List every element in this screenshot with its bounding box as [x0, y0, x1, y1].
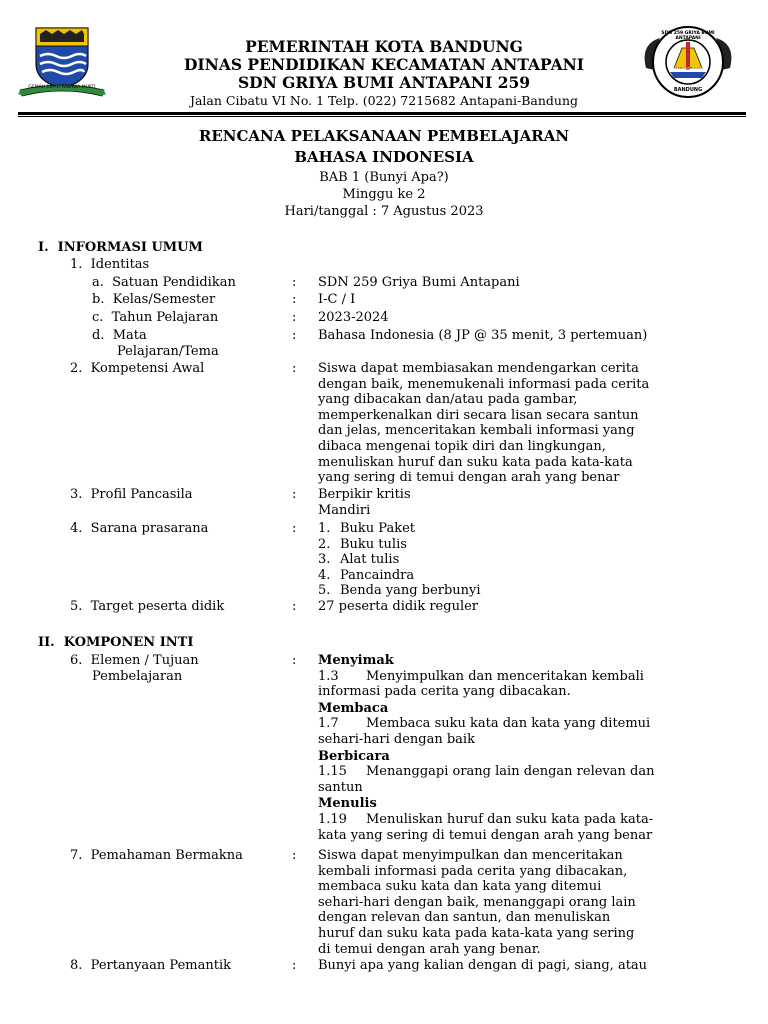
profil-value: Berpikir kritis	[318, 487, 411, 502]
kop-divider-thin	[18, 116, 746, 117]
doc-subtitle: BAHASA INDONESIA	[294, 148, 474, 166]
pemahaman-line: dengan relevan dan santun, dan menuliskan	[318, 910, 611, 926]
target-label: 5. Target peserta didik	[70, 599, 225, 614]
doc-tanggal: Hari/tanggal : 7 Agustus 2023	[284, 204, 484, 219]
target-value: 27 peserta didik reguler	[318, 599, 479, 614]
identitas-value-a: SDN 259 Griya Bumi Antapani	[318, 275, 520, 290]
pertanyaan-label: 8. Pertanyaan Pemantik	[70, 958, 232, 973]
seal-bottom-text: BANDUNG	[673, 87, 703, 93]
kop-divider-thick	[18, 112, 746, 115]
pemahaman-value	[318, 848, 636, 957]
list-item	[318, 568, 481, 584]
pemahaman-line: di temui dengan arah yang benar.	[318, 941, 541, 957]
profil-value: Mandiri	[318, 502, 371, 518]
pemahaman-line: kembali informasi pada cerita yang dibacakan,	[318, 863, 628, 879]
pemahaman-line: huruf dan suku kata pada kata-kata yang sering	[318, 925, 635, 941]
elemen-label-2: Pembelajaran	[92, 669, 183, 684]
elemen-number: 1.19	[318, 811, 347, 827]
list-number: 4.	[318, 567, 331, 583]
elemen-text: santun	[318, 779, 363, 795]
pemahaman-label: 7. Pemahaman Bermakna	[70, 848, 243, 863]
elemen-list	[318, 653, 654, 843]
elemen-label: 6. Elemen / Tujuan	[70, 653, 199, 668]
colon: :	[292, 310, 297, 325]
colon: :	[292, 958, 297, 973]
seal-center-text: SDN 259 GRIBA	[670, 68, 706, 73]
elemen-item	[318, 764, 654, 780]
colon: :	[292, 848, 297, 863]
elemen-heading: Berbicara	[318, 748, 390, 764]
elemen-number: 1.7	[318, 716, 339, 732]
pemahaman-line: membaca suku kata dan kata yang ditemui	[318, 879, 602, 895]
identitas-label-d2: Pelajaran/Tema	[117, 344, 219, 359]
colon: :	[292, 292, 297, 307]
identitas-value-d: Bahasa Indonesia (8 JP @ 35 menit, 3 pertemuan)	[318, 328, 648, 343]
elemen-item	[318, 812, 654, 828]
kompetensi-value	[318, 361, 649, 486]
kompetensi-line: Siswa dapat membiasakan mendengarkan cerita	[318, 361, 639, 376]
kompetensi-line: dengan baik, menemukenali informasi pada cerita	[318, 376, 650, 392]
profil-values	[318, 487, 411, 518]
kop-address: Jalan Cibatu VI No. 1 Telp. (022) 7215682 Antapani-Bandung	[189, 93, 579, 108]
colon: :	[292, 653, 297, 668]
elemen-number: 1.3	[318, 668, 339, 684]
identitas-label: 1. Identitas	[70, 257, 150, 272]
elemen-text: Membaca suku kata dan kata yang ditemui	[366, 716, 651, 732]
list-number: 1.	[318, 521, 331, 536]
list-number: 3.	[318, 552, 331, 568]
identitas-value-c: 2023-2024	[318, 310, 389, 325]
kop-line-2: DINAS PENDIDIKAN KECAMATAN ANTAPANI	[183, 55, 585, 74]
colon: :	[292, 487, 297, 502]
list-item	[318, 552, 481, 568]
identitas-label-a: a. Satuan Pendidikan	[92, 275, 236, 290]
pemahaman-line: sehari-hari dengan baik, menanggapi orang lain	[318, 894, 636, 910]
kompetensi-label: 2. Kompetensi Awal	[70, 361, 205, 376]
identitas-label-b: b. Kelas/Semester	[92, 292, 216, 307]
kop-line-1: PEMERINTAH KOTA BANDUNG	[245, 37, 523, 56]
list-item	[318, 583, 481, 599]
colon: :	[292, 521, 297, 536]
doc-title: RENCANA PELAKSANAAN PEMBELAJARAN	[198, 127, 570, 145]
elemen-item	[318, 669, 654, 685]
colon: :	[292, 361, 297, 376]
kompetensi-line: yang dibacakan dan/atau pada gambar,	[318, 392, 578, 408]
sarana-label: 4. Sarana prasarana	[70, 521, 209, 536]
sarana-list	[318, 521, 481, 599]
elemen-text: Menuliskan huruf dan suku kata pada kata-	[366, 811, 654, 827]
list-number: 2.	[318, 536, 331, 552]
elemen-text: Menyimpulkan dan menceritakan kembali	[366, 668, 644, 684]
section-heading-1: I. INFORMASI UMUM	[38, 240, 203, 255]
section-heading-2: II. KOMPONEN INTI	[38, 635, 194, 650]
identitas-label-c: c. Tahun Pelajaran	[92, 310, 219, 325]
kompetensi-line: yang sering di temui dengan arah yang benar	[318, 470, 620, 486]
kop-line-3: SDN GRIYA BUMI ANTAPANI 259	[237, 73, 531, 92]
logo-motto: GEMAH RIPAH WIBAWA MUKTI	[28, 85, 96, 90]
list-text: Pancaindra	[340, 567, 415, 583]
kompetensi-line: memperkenalkan diri secara lisan secara santun	[318, 407, 639, 423]
elemen-heading: Menyimak	[318, 653, 394, 668]
identitas-value-b: I-C / I	[318, 292, 356, 307]
doc-minggu: Minggu ke 2	[342, 187, 426, 202]
pemahaman-line: Siswa dapat menyimpulkan dan menceritakan	[318, 848, 623, 863]
colon: :	[292, 328, 297, 343]
kompetensi-line: dan jelas, menceritakan kembali informasi yang	[318, 423, 635, 439]
elemen-heading: Menulis	[318, 796, 377, 812]
pertanyaan-value: Bunyi apa yang kalian dengan di pagi, siang, atau	[318, 958, 648, 973]
elemen-text: informasi pada cerita yang dibacakan.	[318, 684, 571, 700]
elemen-heading: Membaca	[318, 700, 389, 716]
elemen-text: sehari-hari dengan baik	[318, 731, 475, 747]
elemen-text: kata yang sering di temui dengan arah yang benar	[318, 827, 653, 843]
profil-label: 3. Profil Pancasila	[70, 487, 193, 502]
list-item	[318, 521, 481, 537]
list-text: Alat tulis	[340, 552, 400, 568]
list-number: 5.	[318, 583, 331, 599]
colon: :	[292, 599, 297, 614]
list-item	[318, 537, 481, 553]
elemen-number: 1.15	[318, 764, 347, 780]
elemen-item	[318, 716, 654, 732]
list-text: Buku tulis	[340, 536, 407, 552]
list-text: Benda yang berbunyi	[340, 583, 481, 599]
kompetensi-line: dibaca mengenai topik diri dan lingkungan,	[318, 438, 606, 454]
elemen-text: Menanggapi orang lain dengan relevan dan	[366, 764, 655, 780]
colon: :	[292, 275, 297, 290]
list-text: Buku Paket	[340, 521, 416, 536]
identitas-label-d: d. Mata	[92, 328, 147, 343]
kompetensi-line: menuliskan huruf dan suku kata pada kata-kata	[318, 454, 633, 470]
doc-bab: BAB 1 (Bunyi Apa?)	[319, 170, 449, 185]
seal-top-text: SDN 259 GRIYA BUMI ANTAPANI	[661, 31, 715, 41]
